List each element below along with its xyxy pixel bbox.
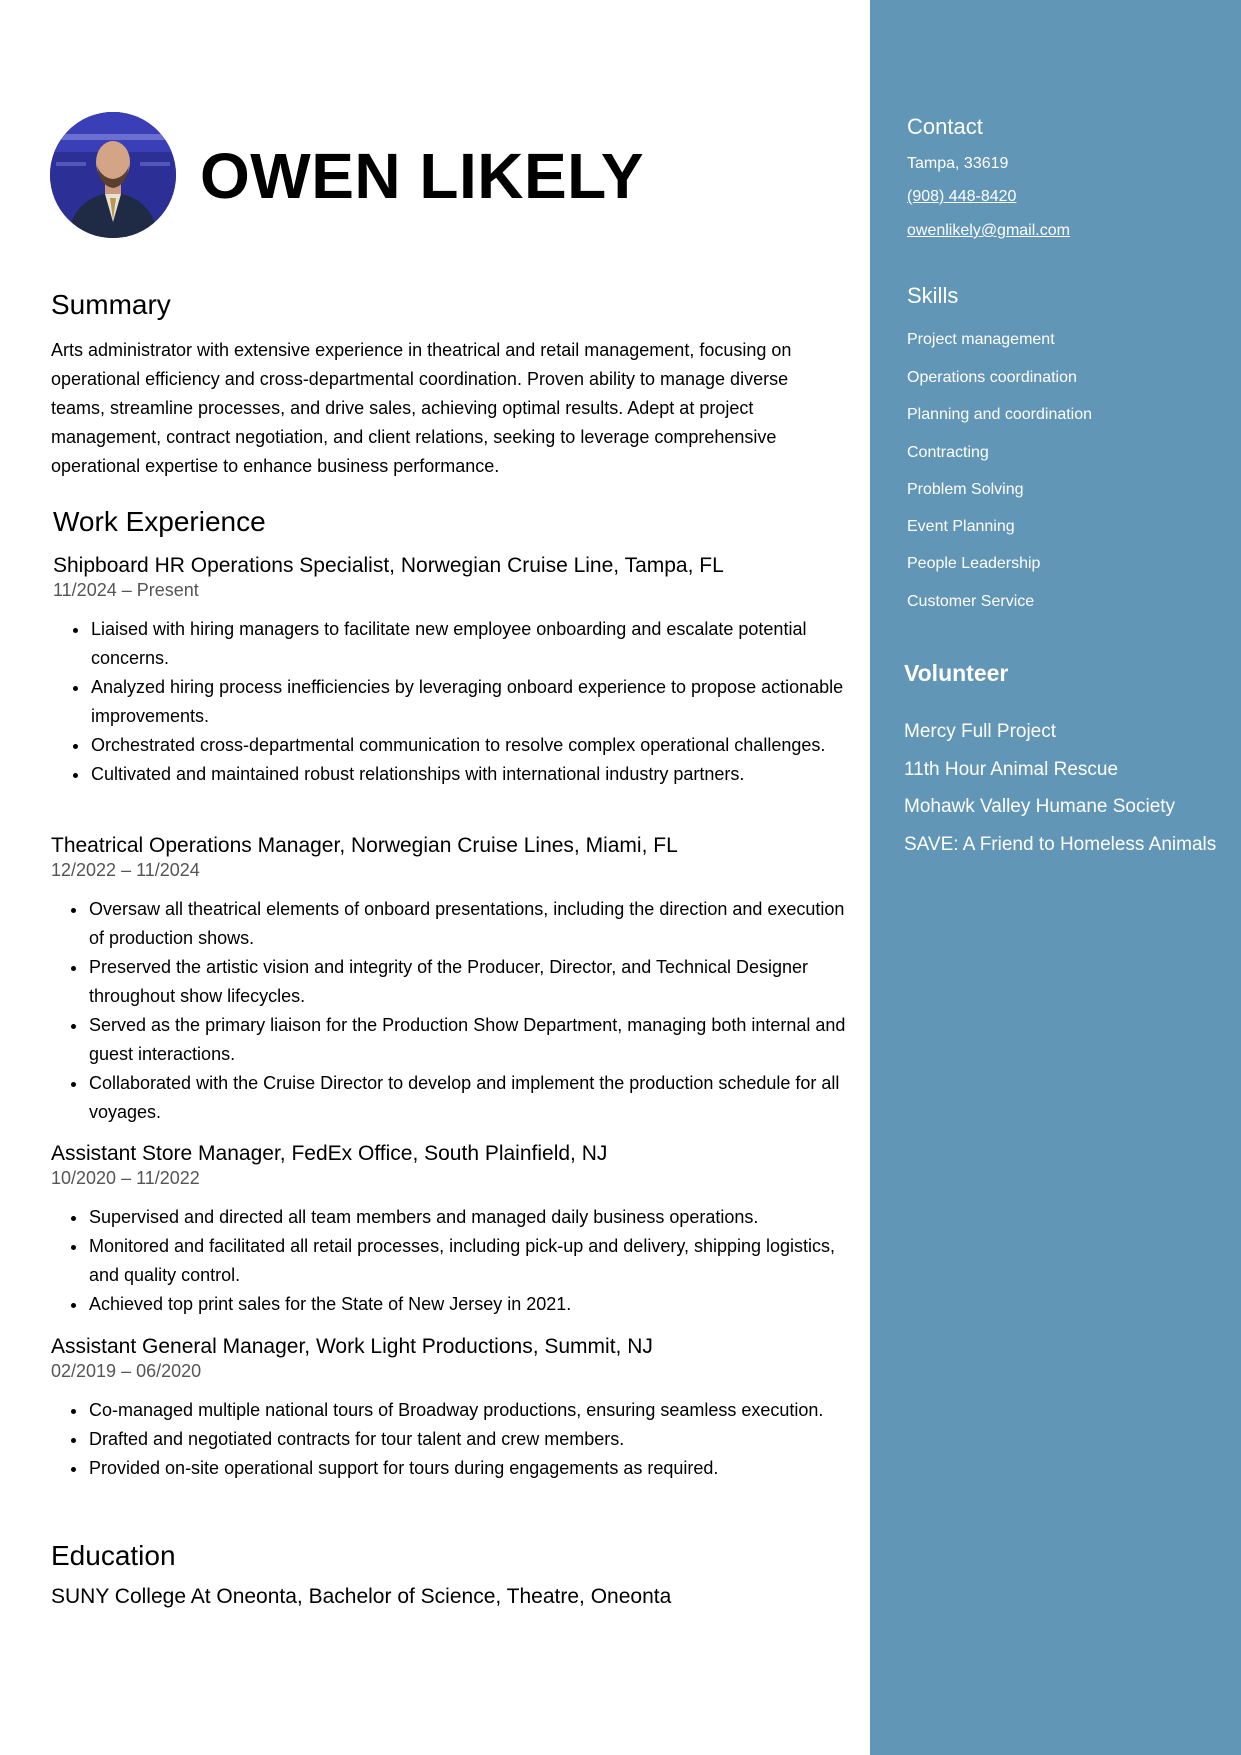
job-dates: 02/2019 – 06/2020 — [51, 1361, 202, 1381]
job-bullets — [53, 615, 853, 789]
volunteer-item: SAVE: A Friend to Homeless Animals — [904, 834, 1217, 855]
job-title: Assistant General Manager, Work Light Productions, Summit, NJ — [51, 1335, 653, 1358]
job-dates: 12/2022 – 11/2024 — [51, 860, 200, 880]
skills-heading: Skills — [907, 283, 959, 308]
contact-location: Tampa, 33619 — [907, 155, 1009, 172]
job-title: Theatrical Operations Manager, Norwegian Cruise Lines, Miami, FL — [51, 834, 678, 857]
job-bullet: • Cultivated and maintained robust relationships with international industry partners. — [90, 760, 861, 789]
volunteer-item: Mohawk Valley Humane Society — [904, 796, 1176, 817]
job-bullet: • Oversaw all theatrical elements of onboard presentations, including the direction and execution of production shows. — [88, 895, 859, 953]
job-title: Assistant Store Manager, FedEx Office, South Plainfield, NJ — [51, 1142, 608, 1165]
skill-item: Project management — [907, 331, 1055, 348]
job-bullet: • Preserved the artistic vision and integrity of the Producer, Director, and Technical Designer throughout show lifecycles. — [88, 953, 859, 1011]
job-bullet: • Co-managed multiple national tours of Broadway productions, ensuring seamless execution. — [88, 1396, 859, 1425]
job-bullet: • Served as the primary liaison for the Production Show Department, managing both internal and guest interactions. — [88, 1011, 859, 1069]
job-dates: 10/2020 – 11/2022 — [51, 1168, 200, 1188]
job-entry — [51, 1141, 851, 1319]
skill-item: Planning and coordination — [907, 406, 1093, 423]
skill-item: Event Planning — [907, 518, 1015, 535]
job-bullet: • Collaborated with the Cruise Director to develop and implement the production schedule for all voyages. — [88, 1069, 859, 1127]
job-bullet: • Monitored and facilitated all retail processes, including pick-up and delivery, shipping logistics, and quality control. — [88, 1232, 859, 1290]
job-bullets — [51, 895, 851, 1127]
job-dates: 11/2024 – Present — [53, 580, 199, 600]
job-bullet: • Orchestrated cross-departmental communication to resolve complex operational challenges. — [90, 731, 861, 760]
summary-heading: Summary — [51, 289, 171, 320]
job-bullets — [51, 1396, 851, 1483]
skill-item: Operations coordination — [907, 369, 1077, 386]
work-experience-heading: Work Experience — [53, 506, 266, 537]
job-bullet: • Drafted and negotiated contracts for tour talent and crew members. — [88, 1425, 859, 1454]
job-bullet: • Achieved top print sales for the State of New Jersey in 2021. — [88, 1290, 859, 1319]
education-entry: SUNY College At Oneonta, Bachelor of Science, Theatre, Oneonta — [51, 1585, 672, 1608]
summary-text: Arts administrator with extensive experience in theatrical and retail management, focusing on operational efficiency and cross-departmental coordination. Proven ability to manage diverse teams, streamline processes, and drive sales, achieving optimal results. Adept at project management, contract negotiation, and client relations, seeking to leverage comprehensive operational expertise to enhance business performance. — [51, 340, 792, 476]
job-entry — [51, 1334, 851, 1483]
job-bullets — [51, 1203, 851, 1319]
skill-item: Problem Solving — [907, 481, 1024, 498]
volunteer-item: 11th Hour Animal Rescue — [904, 759, 1119, 780]
volunteer-item: Mercy Full Project — [904, 721, 1057, 742]
candidate-name: OWEN LIKELY — [200, 140, 645, 212]
job-title: Shipboard HR Operations Specialist, Norwegian Cruise Line, Tampa, FL — [53, 554, 724, 577]
person-photo-icon — [50, 112, 176, 238]
volunteer-heading: Volunteer — [904, 660, 1009, 686]
education-heading: Education — [51, 1540, 176, 1571]
skill-item: Contracting — [907, 444, 989, 461]
contact-heading: Contact — [907, 114, 983, 139]
job-entry — [51, 833, 851, 1127]
job-entry — [53, 553, 853, 789]
skill-item: Customer Service — [907, 593, 1035, 610]
job-bullet: • Liaised with hiring managers to facilitate new employee onboarding and escalate potential concerns. — [90, 615, 861, 673]
sidebar — [870, 0, 1241, 1755]
profile-photo — [50, 112, 176, 238]
job-bullet: • Provided on-site operational support for tours during engagements as required. — [88, 1454, 859, 1483]
contact-phone-link[interactable]: (908) 448-8420 — [907, 188, 1017, 205]
skill-item: People Leadership — [907, 555, 1041, 572]
job-bullet: • Analyzed hiring process inefficiencies by leveraging onboard experience to propose actionable improvements. — [90, 673, 861, 731]
job-bullet: • Supervised and directed all team members and managed daily business operations. — [88, 1203, 859, 1232]
contact-email-link[interactable]: owenlikely@gmail.com — [907, 222, 1070, 239]
